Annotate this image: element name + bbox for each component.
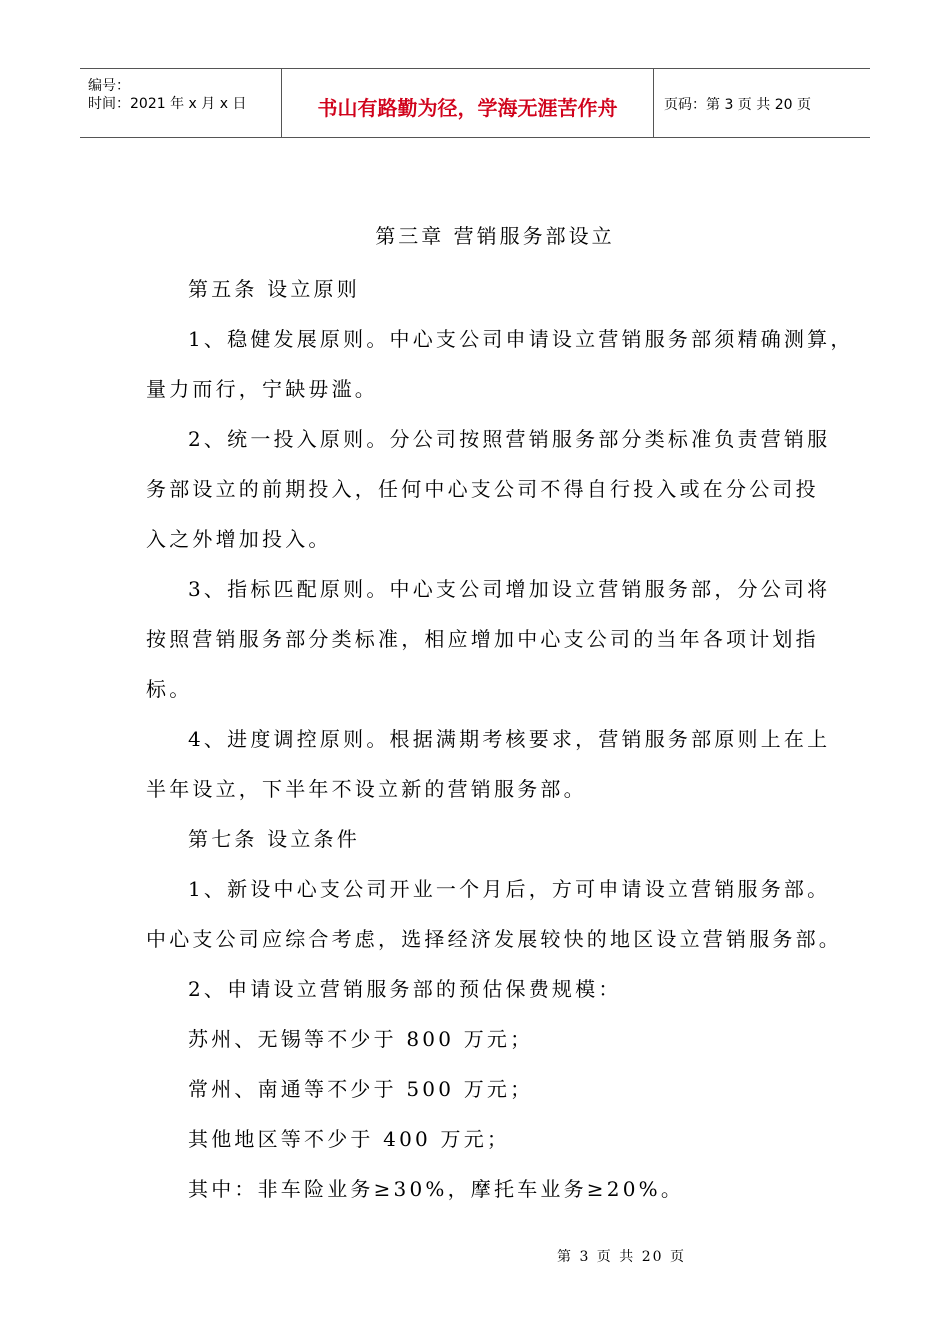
paragraph-line: 常州、南通等不少于 500 万元； <box>188 1077 534 1101</box>
paragraph-line: 其中：非车险业务≥30%，摩托车业务≥20%。 <box>188 1177 685 1201</box>
paragraph-line: 量力而行，宁缺毋滥。 <box>146 377 378 401</box>
header-table <box>80 68 870 138</box>
document-time-label: 时间：2021 年 x 月 x 日 <box>88 96 247 112</box>
paragraph-line: 2、申请设立营销服务部的预估保费规模： <box>188 977 622 1001</box>
header-meta-cell <box>80 69 282 137</box>
chapter-title: 第三章 营销服务部设立 <box>375 224 615 248</box>
header-page-label: 页码：第 3 页 共 20 页 <box>664 97 811 113</box>
page-footer: 第 3 页 共 20 页 <box>557 1249 686 1265</box>
paragraph-line: 其他地区等不少于 400 万元； <box>188 1127 511 1151</box>
header-motto-cell <box>282 69 654 137</box>
document-number-label: 编号： <box>88 78 130 94</box>
paragraph-line: 1、新设中心支公司开业一个月后，方可申请设立营销服务部。 <box>188 877 831 901</box>
paragraph-line: 3、指标匹配原则。中心支公司增加设立营销服务部，分公司将 <box>188 577 831 601</box>
paragraph-line: 入之外增加投入。 <box>146 527 332 551</box>
article-heading: 第五条 设立原则 <box>188 277 360 301</box>
paragraph-line: 标。 <box>146 677 193 701</box>
paragraph-line: 1、稳健发展原则。中心支公司申请设立营销服务部须精确测算， <box>188 327 854 351</box>
article-heading: 第七条 设立条件 <box>188 827 360 851</box>
paragraph-line: 4、进度调控原则。根据满期考核要求，营销服务部原则上在上 <box>188 727 831 751</box>
paragraph-line: 苏州、无锡等不少于 800 万元； <box>188 1027 534 1051</box>
paragraph-line: 半年设立，下半年不设立新的营销服务部。 <box>146 777 587 801</box>
paragraph-line: 中心支公司应综合考虑，选择经济发展较快的地区设立营销服务部。 <box>146 927 842 951</box>
paragraph-line: 按照营销服务部分类标准，相应增加中心支公司的当年各项计划指 <box>146 627 819 651</box>
paragraph-line: 务部设立的前期投入，任何中心支公司不得自行投入或在分公司投 <box>146 477 819 501</box>
header-motto: 书山有路勤为径，学海无涯苦作舟 <box>317 96 618 120</box>
paragraph-line: 2、统一投入原则。分公司按照营销服务部分类标准负责营销服 <box>188 427 831 451</box>
header-page-cell <box>654 69 870 137</box>
